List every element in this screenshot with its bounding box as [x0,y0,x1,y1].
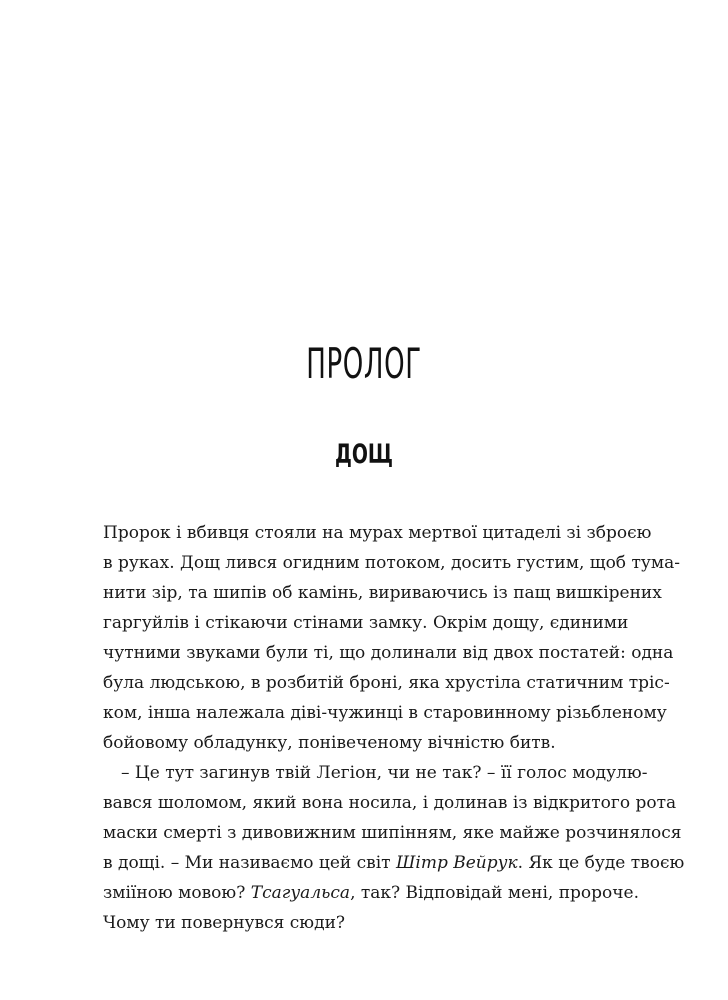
text-segment: в дощі. – Ми називаємо цей світ [103,853,396,873]
chapter-title: ПРОЛОГ [306,339,422,388]
text-segment: маски смерті з дивовижним шипінням, яке майже розчинялося [103,823,682,843]
text-line [103,548,680,578]
text-segment: в руках. Дощ лився огидним потоком, досить густим, щоб тума- [103,553,680,573]
text-line [103,818,682,848]
chapter-body [103,518,685,938]
text-line [103,728,625,758]
text-line [103,878,639,908]
text-segment: – Це тут загинув твій Легіон, чи не так? – її голос модулю- [121,763,648,783]
text-line [103,638,674,668]
text-line [103,578,662,608]
text-line [103,608,629,638]
text-segment: . Як це буде твоєю [517,853,685,873]
text-segment: нити зір, та шипів об камінь, вириваючись із пащ вишкірених [103,583,662,603]
italic-term: Шітр Вейрук [396,853,518,873]
text-segment: зміїною мовою? [103,883,251,903]
text-segment: Пророк і вбивця стояли на мурах мертвої цитаделі зі зброєю [103,523,652,543]
text-segment: , так? Відповідай мені, пророче. [350,883,639,903]
text-line [103,518,652,548]
text-line [103,788,677,818]
text-segment: Чому ти повернувся сюди? [103,913,346,933]
text-segment: була людською, в розбитій броні, яка хрустіла статичним тріс- [103,673,670,693]
text-line [103,848,685,878]
chapter-subtitle: ДОЩ [335,439,393,470]
text-segment: вався шоломом, який вона носила, і долинав із відкритого рота [103,793,677,813]
text-segment: чутними звуками були ті, що долинали від двох постатей: одна [103,643,674,663]
text-segment: гаргуйлів і стікаючи стінами замку. Окрім дощу, єдиними [103,613,629,633]
italic-term: Тсагуальса [250,883,351,903]
text-line [103,908,625,938]
text-line [103,698,667,728]
text-segment: бойовому обладунку, понівеченому вічністю битв. [103,733,556,753]
text-segment: ком, інша належала діві-чужинці в старовинному різьбленому [103,703,667,723]
text-line [103,668,670,698]
text-line [103,758,648,788]
